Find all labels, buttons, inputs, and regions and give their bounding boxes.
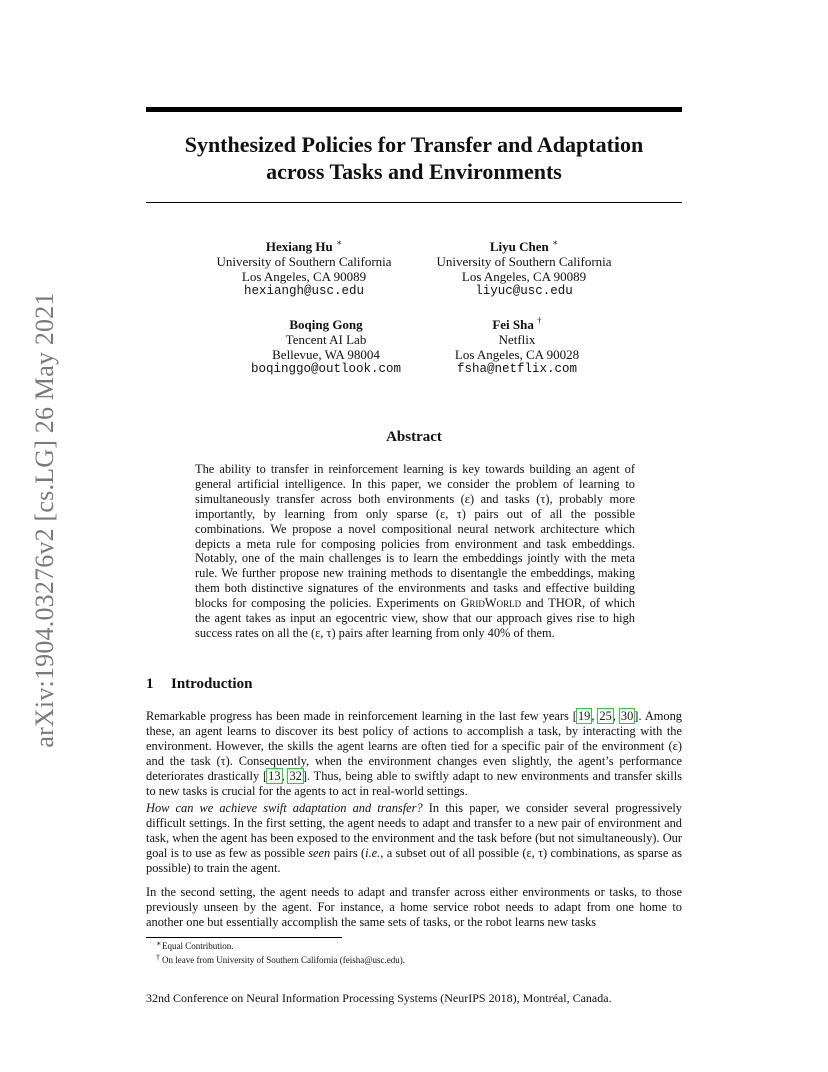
intro-paragraph-1: Remarkable progress has been made in reinforcement learning in the last few years [19, 25, 30]. Among these, an agent learns to discover its best policy of actions to accomplish a task, by interacting with the environment. However, the skills the agent learns are often tied for a specific pair of the environment (ε) and the task (τ). Consequently, when the environment changes even slightly, the agent’s performance deteriorates drastically [13, 32]. Thus, being able to swiftly adapt to new environments and transfer skills to new tasks is crucial for the agents to act in real-world settings. <box>146 709 683 798</box>
intro-paragraph-3: In the second setting, the agent needs to adapt and transfer across either environments or tasks, to those previously unseen by the agent. For instance, a home service robot needs to adapt from one home to another one but essentially accomplish the same sets of tasks, or the robot learns new tasks <box>146 885 682 929</box>
gridworld-name: GridWorld <box>460 596 522 611</box>
citation-link[interactable]: 19 <box>577 709 591 723</box>
author-location: Los Angeles, CA 90089 <box>241 269 367 284</box>
author-email[interactable]: fsha@netflix.com <box>456 362 578 376</box>
footnote-1: ∗ Equal Contribution. <box>156 939 234 951</box>
title-line-1: Synthesized Policies for Transfer and Adaptation <box>184 132 644 157</box>
footnote-2: † On leave from University of Southern California (feisha@usc.edu). <box>156 953 405 965</box>
author-mark: ∗ <box>552 237 559 248</box>
section-title: Introduction <box>171 676 253 692</box>
footnote-rule <box>146 937 342 938</box>
author-block-4 <box>397 317 637 377</box>
author-name: Hexiang Hu ∗ <box>265 237 343 254</box>
title-bottom-rule <box>146 202 682 203</box>
abstract-text: The ability to transfer in reinforcement learning is key towards building an agent of general artificial intelligence. In this paper, we consider the problem of learning to simultaneously transfer across both environments (ε) and tasks (τ), probably more importantly, by learning from only sparse (ε, τ) pairs out of all the possible combinations. We propose a novel compositional neural network architecture which depicts a meta rule for composing policies from environment and task embeddings. Notably, one of the main challenges is to learn the embeddings jointly with the meta rule. We further propose new training methods to disentangle the embeddings, making them both distinctive signatures of the environments and tasks and effective building blocks for composing the policies. Experiments on GridWorld and THOR, of which the agent takes as input an egocentric view, show that our approach gives rise to high success rates on all the (ε, τ) pairs after learning from only 40% of them. <box>195 462 635 640</box>
author-location: Los Angeles, CA 90028 <box>454 347 580 362</box>
citation-link[interactable]: 32 <box>289 768 302 783</box>
conference-notice: 32nd Conference on Neural Information Processing Systems (NeurIPS 2018), Montréal, Canada. <box>146 991 612 1005</box>
arxiv-identifier: arXiv:1904.03276v2 [cs.LG] 26 May 2021 <box>30 292 59 748</box>
author-affiliation: University of Southern California <box>216 254 392 269</box>
author-mark: ∗ <box>335 237 343 248</box>
citation-link[interactable]: 25 <box>599 709 612 723</box>
author-email[interactable]: liyuc@usc.edu <box>475 284 573 298</box>
footnote-mark: ∗ <box>156 939 162 948</box>
citation-link[interactable]: 30 <box>620 709 634 723</box>
abstract-heading: Abstract <box>386 429 442 445</box>
arxiv-sidebar <box>0 0 70 1072</box>
author-location: Los Angeles, CA 90089 <box>461 269 587 284</box>
author-mark: † <box>537 315 542 326</box>
author-email[interactable]: hexiangh@usc.edu <box>243 284 365 298</box>
author-location: Bellevue, WA 98004 <box>272 347 380 362</box>
thor-name: THOR <box>548 596 582 611</box>
author-block-2 <box>404 239 644 299</box>
title-line-2: across Tasks and Environments <box>266 159 562 184</box>
section-number: 1 <box>146 676 154 692</box>
section-heading-introduction <box>146 676 252 693</box>
author-name: Boqing Gong <box>289 317 363 332</box>
author-affiliation: Netflix <box>498 332 536 347</box>
paper-title <box>146 131 682 185</box>
author-email[interactable]: boqinggo@outlook.com <box>250 362 402 376</box>
intro-paragraph-2: How can we achieve swift adaptation and transfer? In this paper, we consider several progressively difficult settings. In the first setting, the agent needs to adapt and transfer to a new pair of environment and task, when the agent has been exposed to the environment and the task before (but not simultaneously). Our goal is to use as few as possible seen pairs (i.e., a subset out of all possible (ε, τ) combinations, as sparse as possible) to train the agent. <box>146 801 682 875</box>
citation-link[interactable]: 13 <box>268 768 281 783</box>
author-name: Fei Sha † <box>492 315 542 332</box>
title-top-rule <box>146 107 682 112</box>
author-affiliation: Tencent AI Lab <box>285 332 367 347</box>
author-block-1 <box>184 239 424 299</box>
author-affiliation: University of Southern California <box>436 254 612 269</box>
author-name: Liyu Chen ∗ <box>489 237 559 254</box>
footnote-mark: † <box>156 953 160 962</box>
